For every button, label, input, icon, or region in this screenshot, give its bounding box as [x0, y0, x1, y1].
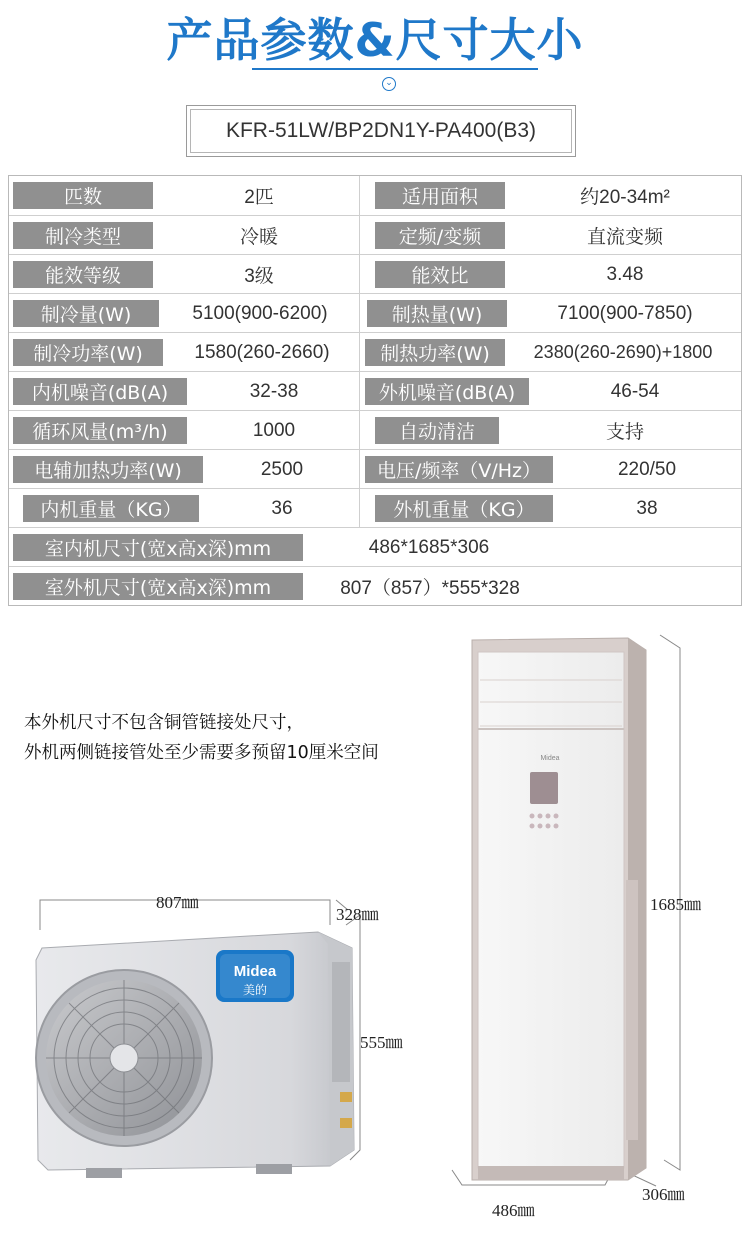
indoor-height-label: 1685㎜	[650, 895, 701, 914]
spec-row	[9, 488, 741, 527]
spec-label: 制冷类型	[13, 222, 153, 249]
page-title: 产品参数&尺寸大小	[166, 13, 584, 67]
product-dimension-illustration	[0, 620, 750, 1248]
spec-table	[8, 175, 742, 606]
model-box	[186, 105, 576, 157]
spec-label: 能效比	[375, 261, 505, 288]
spec-label: 电压/频率（V/Hz）	[365, 456, 553, 483]
spec-label: 定频/变频	[375, 222, 505, 249]
spec-value: 3.48	[606, 263, 644, 285]
spec-value: 5100(900-6200)	[192, 302, 328, 324]
spec-label: 电辅加热功率(W)	[13, 456, 203, 483]
dims-row	[9, 527, 741, 566]
spec-label: 制热功率(W)	[365, 339, 505, 366]
spec-label: 匹数	[13, 182, 153, 209]
outdoor-height-label: 555㎜	[360, 1033, 403, 1052]
indoor-unit	[472, 638, 646, 1180]
spec-label: 外机噪音(dB(A)	[365, 378, 529, 405]
spec-value: 46-54	[610, 380, 660, 402]
title-underline	[252, 68, 538, 70]
spec-value: 3级	[244, 266, 274, 287]
spec-value: 1000	[252, 419, 296, 441]
dims-row	[9, 566, 741, 605]
indoor-depth-label: 306㎜	[642, 1185, 685, 1204]
spec-row	[9, 449, 741, 488]
spec-label: 自动清洁	[375, 417, 499, 444]
spec-row	[9, 215, 741, 254]
spec-label: 能效等级	[13, 261, 153, 288]
note-line: 本外机尺寸不包含铜管链接处尺寸，	[24, 713, 304, 733]
chevron-down-icon: ⌄	[382, 77, 396, 91]
spec-label: 制热量(W)	[367, 300, 507, 327]
outdoor-unit	[36, 932, 354, 1178]
indoor-width-label: 486㎜	[492, 1201, 535, 1220]
spec-value: 220/50	[617, 458, 677, 480]
spec-value: 36	[271, 497, 293, 519]
spec-value: 2380(260-2690)+1800	[533, 342, 713, 362]
spec-value: 7100(900-7850)	[557, 302, 693, 324]
spec-row	[9, 176, 741, 215]
spec-value: 2匹	[244, 187, 274, 208]
spec-value: 直流变频	[586, 227, 663, 248]
spec-row	[9, 254, 741, 293]
spec-label: 制冷量(W)	[13, 300, 159, 327]
spec-label: 循环风量(m³/h)	[13, 417, 187, 444]
dims-value: 486*1685*306	[368, 536, 490, 558]
model-number: KFR-51LW/BP2DN1Y-PA400(B3)	[190, 109, 572, 153]
spec-value: 32-38	[249, 380, 299, 402]
spec-row	[9, 332, 741, 371]
dims-label: 室内机尺寸(宽x高x深)mm	[13, 534, 303, 561]
spec-value: 支持	[605, 422, 644, 443]
midea-logo	[216, 950, 294, 1002]
brand-name-cn: 美的	[242, 983, 268, 997]
outdoor-depth-label: 328㎜	[336, 905, 379, 924]
spec-value: 38	[636, 497, 658, 519]
spec-label: 制冷功率(W)	[13, 339, 163, 366]
spec-value: 1580(260-2660)	[194, 341, 330, 363]
spec-label: 适用面积	[375, 182, 505, 209]
spec-value: 2500	[260, 458, 304, 480]
spec-value: 约20-34m²	[580, 187, 670, 208]
spec-row	[9, 410, 741, 449]
dims-value: 807（857）*555*328	[340, 578, 520, 599]
spec-row	[9, 293, 741, 332]
spec-row	[9, 371, 741, 410]
spec-label: 内机噪音(dB(A)	[13, 378, 187, 405]
svg-text:Midea: Midea	[540, 755, 560, 762]
brand-name: Midea	[233, 963, 277, 980]
spec-value: 冷暖	[239, 227, 278, 248]
note-line: 外机两侧链接管处至少需要多预留10厘米空间	[24, 743, 379, 763]
spec-label: 内机重量（KG）	[23, 495, 199, 522]
outdoor-width-label: 807㎜	[156, 893, 199, 912]
spec-label: 外机重量（KG）	[375, 495, 553, 522]
dims-label: 室外机尺寸(宽x高x深)mm	[13, 573, 303, 600]
